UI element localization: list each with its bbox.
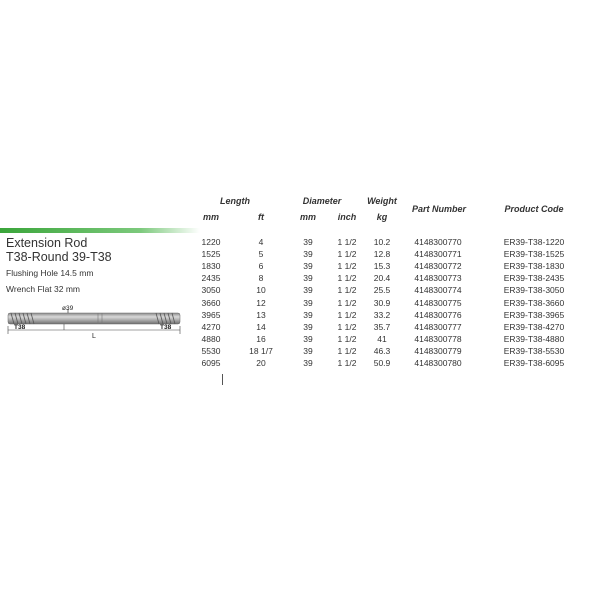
cell-inch: 1 1/2 [337,309,357,320]
cell-mm: 2435 [201,273,221,284]
diameter-label: ø39 [62,305,74,312]
table-row [0,310,600,322]
cell-ft: 14 [256,321,266,332]
cell-code: ER39-T38-3050 [503,285,565,296]
cell-dmm: 39 [303,358,313,368]
cell-kg: 20.4 [373,273,391,284]
cell-code: ER39-T38-5530 [503,345,565,356]
left-thread-label: T38 [14,324,26,331]
cell-kg: 12.8 [373,249,391,260]
cell-ft: 10 [256,285,266,296]
table-row [0,346,600,358]
cell-part: 4148300773 [414,273,462,284]
table-row [0,358,600,370]
header-length-ft: ft [258,212,264,222]
cell-mm: 6095 [201,358,221,368]
header-length: Length [220,196,250,206]
cell-part: 4148300776 [414,309,462,320]
cell-dmm: 39 [303,345,313,356]
table-row [0,273,600,285]
right-thread-label: T38 [160,324,172,331]
cell-mm: 5530 [201,345,221,356]
cell-part: 4148300774 [414,285,462,296]
cell-dmm: 39 [303,321,313,332]
product-title-line2: T38-Round 39-T38 [6,250,112,264]
cell-dmm: 39 [303,333,313,344]
table-row [0,249,600,261]
cell-dmm: 39 [303,285,313,296]
cell-code: ER39-T38-3965 [503,309,565,320]
cell-inch: 1 1/2 [337,285,357,296]
cell-part: 4148300770 [414,237,462,247]
cell-code: ER39-T38-1220 [503,237,565,247]
cell-ft: 16 [256,333,266,344]
cell-ft: 13 [256,309,266,320]
cell-inch: 1 1/2 [337,345,357,356]
table-row [0,298,600,310]
header-weight-kg: kg [376,212,388,222]
cell-inch: 1 1/2 [337,249,357,260]
table-row [0,322,600,334]
header-weight: Weight [367,196,397,206]
cell-kg: 50.9 [373,358,391,368]
cell-inch: 1 1/2 [337,261,357,272]
cell-mm: 3660 [201,297,221,308]
cell-inch: 1 1/2 [337,333,357,344]
cell-ft: 4 [258,237,264,247]
header-part-number: Part Number [411,204,466,214]
cell-ft: 12 [256,297,266,308]
cell-mm: 4270 [201,321,221,332]
cell-part: 4148300779 [414,345,462,356]
table-row [0,261,600,273]
text-cursor [222,374,223,385]
cell-mm: 3965 [201,309,221,320]
cell-kg: 30.9 [373,297,391,308]
header-diameter-mm: mm [299,212,316,222]
cell-inch: 1 1/2 [337,358,357,368]
cell-ft: 6 [258,261,264,272]
cell-mm: 1220 [201,237,221,247]
product-spec-wrench: Wrench Flat 32 mm [6,284,81,294]
cell-mm: 4880 [201,333,221,344]
header-diameter: Diameter [302,196,342,206]
cell-kg: 46.3 [373,345,391,356]
header-product-code: Product Code [504,204,564,214]
cell-kg: 33.2 [373,309,391,320]
table-row [0,334,600,346]
cell-kg: 41 [377,333,387,344]
cell-code: ER39-T38-6095 [503,358,565,368]
cell-part: 4148300777 [414,321,462,332]
product-spec-flushing: Flushing Hole 14.5 mm [6,268,94,278]
cell-dmm: 39 [303,249,313,260]
cell-dmm: 39 [303,237,313,247]
table-row [0,285,600,297]
cell-ft: 5 [258,249,264,260]
cell-dmm: 39 [303,297,313,308]
cell-part: 4148300778 [414,333,462,344]
cell-inch: 1 1/2 [337,321,357,332]
cell-kg: 10.2 [373,237,391,247]
product-title-line1: Extension Rod [6,236,88,250]
cell-inch: 1 1/2 [337,237,357,247]
cell-code: ER39-T38-4270 [503,321,565,332]
cell-dmm: 39 [303,261,313,272]
cell-ft: 8 [258,273,264,284]
cell-inch: 1 1/2 [337,297,357,308]
cell-code: ER39-T38-1525 [503,249,565,260]
cell-ft: 18 1/7 [249,345,273,356]
length-label: L [92,333,96,340]
cell-kg: 35.7 [373,321,391,332]
cell-code: ER39-T38-2435 [503,273,565,284]
cell-ft: 20 [256,358,266,368]
cell-kg: 25.5 [373,285,391,296]
cell-mm: 1525 [201,249,221,260]
cell-kg: 15.3 [373,261,391,272]
cell-code: ER39-T38-3660 [503,297,565,308]
cell-mm: 1830 [201,261,221,272]
table-row [0,237,600,249]
green-divider [0,228,200,233]
cell-part: 4148300775 [414,297,462,308]
cell-mm: 3050 [201,285,221,296]
cell-code: ER39-T38-4880 [503,333,565,344]
cell-dmm: 39 [303,309,313,320]
cell-part: 4148300772 [414,261,462,272]
header-diameter-inch: inch [337,212,357,222]
cell-dmm: 39 [303,273,313,284]
header-length-mm: mm [202,212,219,222]
cell-inch: 1 1/2 [337,273,357,284]
cell-part: 4148300771 [414,249,462,260]
cell-part: 4148300780 [414,358,462,368]
cell-code: ER39-T38-1830 [503,261,565,272]
